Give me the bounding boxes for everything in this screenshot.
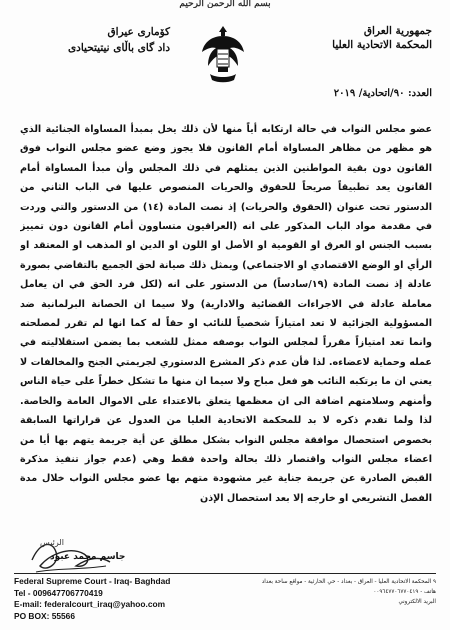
court-address-ar: ٩ المحكمة الاتحادية العليا - العراق - بغداد - حي الحارثية - مواقع ساحة بغداد xyxy=(261,579,436,585)
court-name: المحكمة الاتحادية العليا xyxy=(332,39,432,51)
court-name-kurdish: داد گای باڵای نیتیتحیادی xyxy=(67,42,170,54)
court-location-en: Federal Supreme Court - Iraq- Baghdad xyxy=(14,576,171,586)
iraq-eagle-emblem-icon xyxy=(200,22,246,86)
email-label-ar: البريد الالكتروني xyxy=(398,599,436,605)
page-number: ٩ xyxy=(432,579,436,585)
reference-number: العدد: ٩٠/اتحادية/ ٢٠١٩ xyxy=(333,88,432,99)
phone-ar: هاتف - ٠٠٩٦٤٧٧٠٦٧٧٠٤١٩ xyxy=(373,589,436,595)
po-box-en: PO BOX: 55566 xyxy=(14,610,75,621)
header-left xyxy=(40,24,170,56)
footer-english xyxy=(14,576,229,622)
country-name-kurdish: كۆماری عیراق xyxy=(107,26,170,38)
ruling-body-text: عضو مجلس النواب في حالة ارتكابه أياً منها لأن ذلك يخل بمبدأ المساواة الجنائية الذي هو مظهر من مظاهر المساواة أمام القانون فلا يجوز وضع عضو مجلس النواب فوق القانون دون بقية المواطنين الذين يمثلهم في ذلك المجلس وأن مبدأ المساواة أمام القانون يعد تطبيقاً صريحاً للحقوق والحريات المنصوص عليها في الباب الثاني من الدستور تحت عنوان (الحقوق والحريات) إذ نصت المادة (١٤) من الدستور والتي وردت في مقدمة مواد الباب المذكور على انه (العراقيون متساوون أمام القانون دون تمييز بسبب الجنس او العرق او القومية او الأصل او اللون او الدين او المذهب او المعتقد او الرأي او الوضع الاقتصادي او الاجتماعي) ويمثل ذلك صيانة لحق الجميع بالتقاضي بصورة عادلة إذ نصت المادة (١٩/سادساً) من الدستور على انه (لكل فرد الحق في ان يعامل معاملة عادلة في الاجراءات القضائية والادارية) ولا سيما ان الحصانة البرلمانية ضد المسؤولية الجزائية لا تعد امتيازاً شخصياً للنائب او حقاً له كما انها لم تقرر لمصلحته وانما تعد امتيازاً مقرراً لمجلس النواب بوصفه ممثل للشعب بما يضمن استقلاليته في عمله وحماية لاعضاءه. لذا فأن عدم ذكر المشرع الدستوري لجريمتي الجنح والمخالفات لا يعني ان ما يرتكبه النائب هو فعل مباح ولا سيما ان منها ما تشكل خطراً على حياة الناس وأمنهم وسلامتهم اضافة الى ان معظمها يتعلق بالاعتداء على الاموال العامة والخاصة. لذا ولما تقدم ذكره لا بد للمحكمة الاتحادية العليا من العدول عن قراراتها السابقة بخصوص استحصال موافقة مجلس النواب بشكل مطلق عن أية جريمة يتهم بها أيا من اعضاء مجلس النواب واقتصار ذلك بحالة واحدة فقط وهي (عدم جواز تنفيذ مذكرة القبض الصادرة عن جريمة جناية غير مشهودة متهم بها عضو مجلس النواب خلال مدة الفصل التشريعي او خارجه إلا بعد استحصال الإذن xyxy=(20,124,432,504)
signature-title: الرئيس xyxy=(40,538,64,547)
basmala: بسم الله الرحمن الرحيم xyxy=(179,0,271,8)
footer-arabic xyxy=(226,577,436,607)
header-right xyxy=(312,24,432,52)
phone-en: Tel - 009647706770419 xyxy=(14,587,103,598)
signature-name: جاسم محمد عبود xyxy=(50,552,126,562)
email-en: E-mail: federalcourt_iraq@yahoo.com xyxy=(14,599,166,609)
footer-divider xyxy=(14,573,436,574)
country-name: جمهورية العراق xyxy=(363,25,432,37)
